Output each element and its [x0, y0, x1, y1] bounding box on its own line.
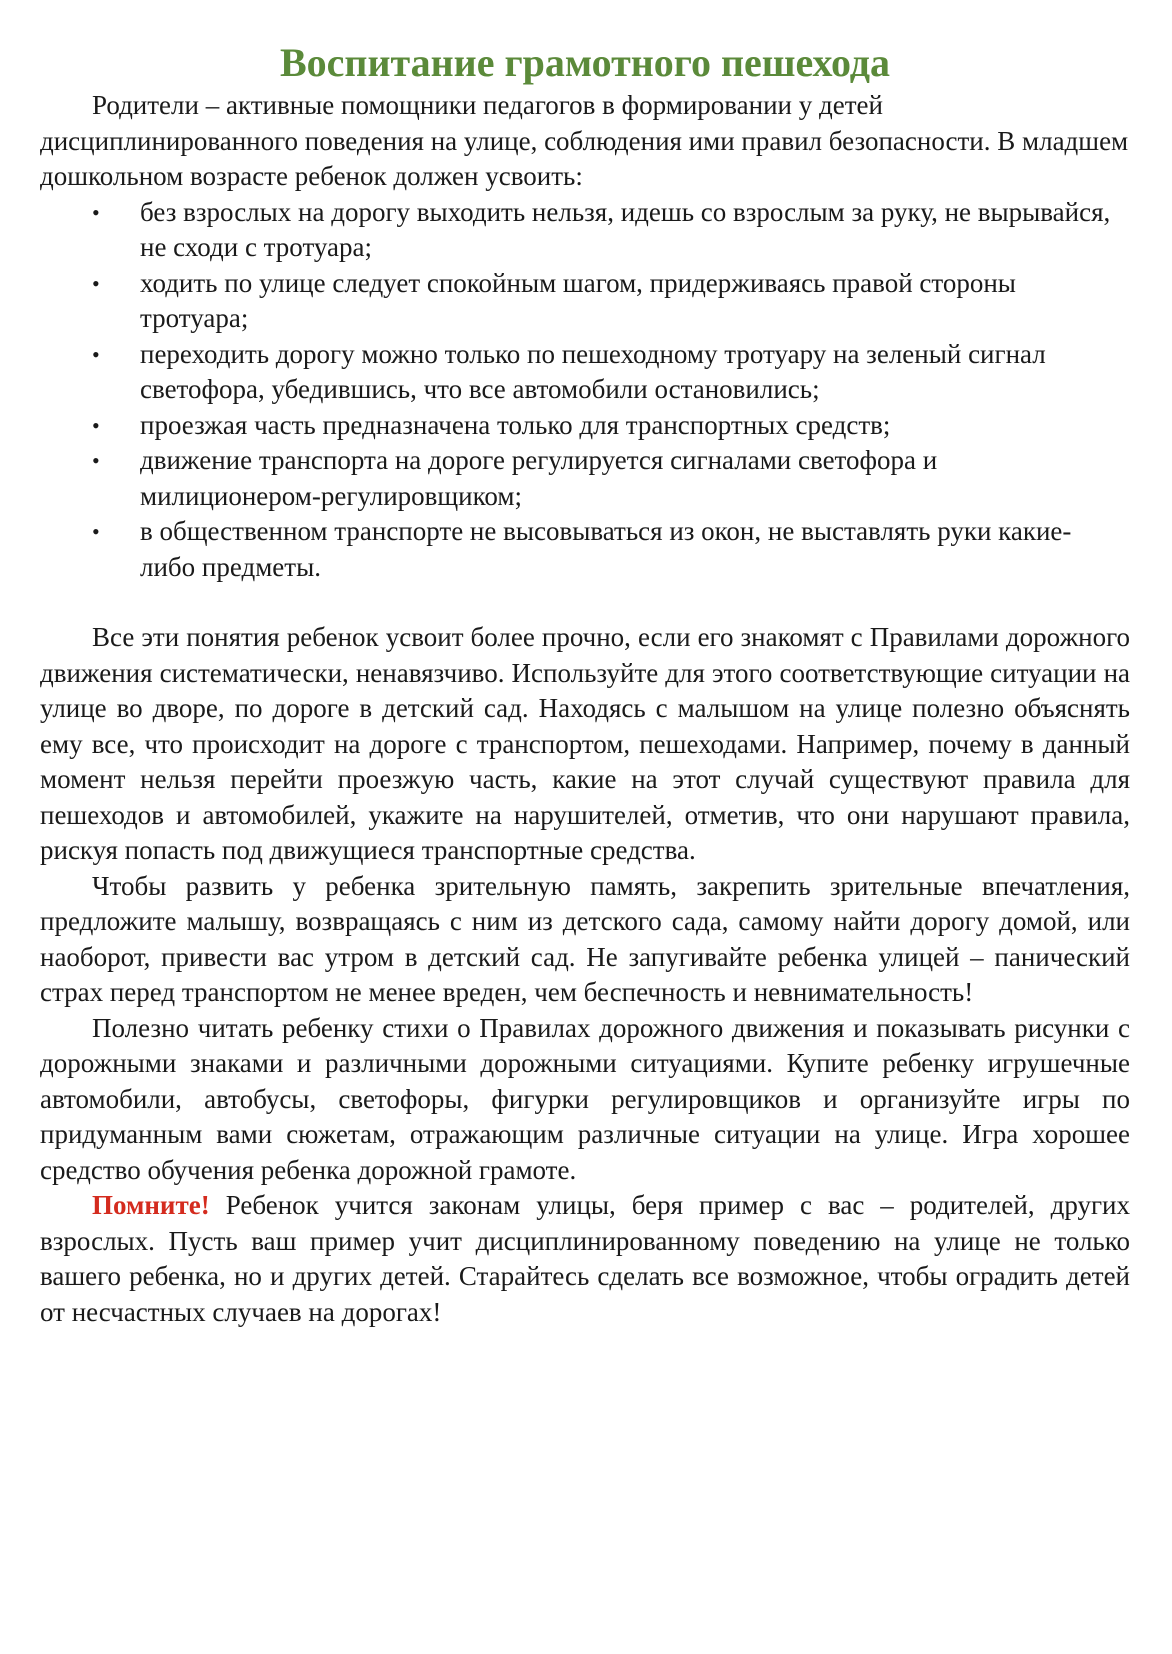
list-item: [92, 514, 1130, 585]
list-item-text: в общественном транспорте не высовываться из окон, не выставлять руки какие-либо предметы.: [140, 516, 1072, 582]
bullet-icon: •: [92, 199, 100, 225]
bullet-icon: •: [92, 341, 100, 367]
rules-list: [40, 195, 1130, 586]
list-item-text: переходить дорогу можно только по пешеходному тротуару на зеленый сигнал светофора, убедившись, что все автомобили остановились;: [140, 338, 1046, 404]
document-page: [40, 38, 1130, 1330]
bullet-icon: •: [92, 412, 100, 438]
bullet-icon: •: [92, 448, 100, 473]
list-item: [92, 266, 1130, 337]
list-item-text: движение транспорта на дороге регулируется сигналами светофора и милиционером-регулировщиком;: [140, 445, 938, 511]
bullet-icon: •: [92, 270, 100, 296]
list-item: [92, 408, 1130, 444]
list-item: [92, 337, 1130, 408]
body-paragraph: Полезно читать ребенку стихи о Правилах дорожного движения и показывать рисунки с дорожными знаками и различными дорожными ситуациями. Купите ребенку игрушечные автомобили, автобусы, светофоры, фигурки регулировщиков и организуйте игры по придуманным вами сюжетам, отражающим различные ситуации на улице. Игра хорошее средство обучения ребенка дорожной грамоте.: [40, 1012, 1130, 1185]
list-item-text: ходить по улице следует спокойным шагом, придерживаясь правой стороны тротуара;: [140, 267, 1016, 333]
list-item-text: без взрослых на дорогу выходить нельзя, идешь со взрослым за руку, не вырывайся, не сходи с тротуара;: [140, 196, 1111, 262]
intro-paragraph: Родители – активные помощники педагогов в формировании у детей дисциплинированного поведения на улице, соблюдения ими правил безопасности. В младшем дошкольном возрасте ребенок должен усвоить:: [40, 90, 1129, 191]
closing-paragraph: [40, 1188, 1130, 1330]
remember-emphasis: Помните!: [92, 1190, 210, 1220]
page-title: Воспитание грамотного пешехода: [279, 40, 891, 85]
body-paragraph: Чтобы развить у ребенка зрительную память, закрепить зрительные впечатления, предложите малышу, возвращаясь с ним из детского сада, самому найти дорогу домой, или наоборот, привести вас утром в детский сад. Не запугивайте ребенка улицей – панический страх перед транспортом не менее вреден, чем беспечность и невнимательность!: [40, 870, 1130, 1007]
list-item-text: проезжая часть предназначена только для транспортных средств;: [140, 409, 891, 440]
body-paragraph: Все эти понятия ребенок усвоит более прочно, если его знакомят с Правилами дорожного движения систематически, ненавязчиво. Используйте для этого соответствующие ситуации на улице во дворе, по дороге в детский сад. Находясь с малышом на улице полезно объяснять ему все, что происходит на дороге с транспортом, пешеходами. Например, почему в данный момент нельзя перейти проезжую часть, какие на этот случай существуют правила для пешеходов и автомобилей, укажите на нарушителей, отметив, что они нарушают правила, рискуя попасть под движущиеся транспортные средства.: [40, 622, 1130, 865]
section-spacer: [40, 585, 1130, 620]
list-item: [92, 443, 1130, 514]
closing-text: Ребенок учится законам улицы, беря пример с вас – родителей, других взрослых. Пусть ваш пример учит дисциплинированному поведению на улице не только вашего ребенка, но и других детей. Старайтесь сделать все возможное, чтобы оградить детей от несчастных случаев на дорогах!: [40, 1190, 1130, 1327]
bullet-icon: •: [92, 519, 100, 544]
list-item: [92, 195, 1130, 266]
